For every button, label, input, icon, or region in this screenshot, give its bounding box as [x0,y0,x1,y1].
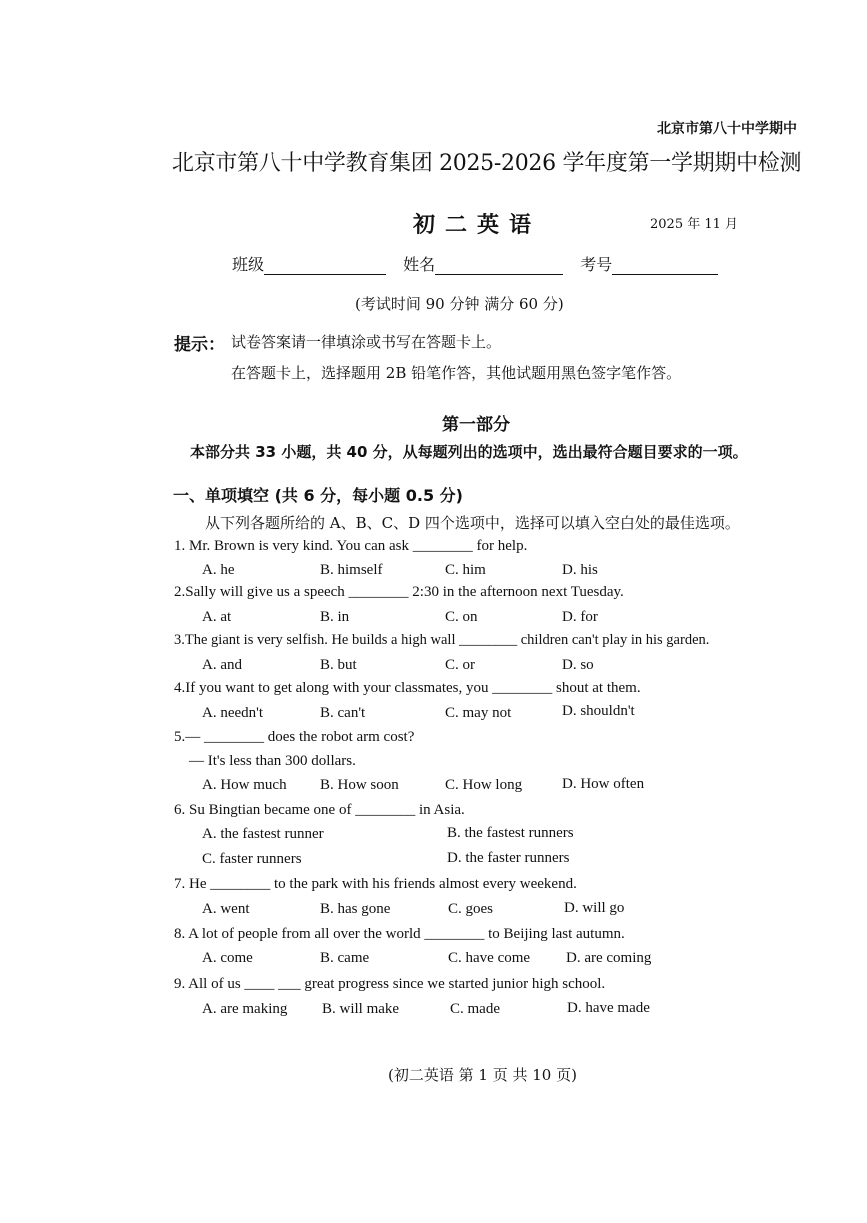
option-b: B. himself [320,562,383,578]
question-stem: 5.— ________ does the robot arm cost? [174,729,415,745]
option-c: C. made [450,1001,500,1017]
option-c: C. or [445,657,475,673]
part-description: 本部分共 33 小题，共 40 分，从每题列出的选项中，选出最符合题目要求的一项。 [190,443,748,461]
option-b: B. has gone [320,901,391,917]
id-label: 考号 [580,255,613,274]
question-stem: 3.The giant is very selfish. He builds a high wall ________ children can't play in his garden. [174,632,710,648]
option-c: C. faster runners [202,851,302,867]
option-d: D. so [562,657,594,673]
option-a: A. at [202,609,232,625]
name-label: 姓名 [403,255,436,274]
exam-info: (考试时间 90 分钟 满分 60 分) [355,295,564,313]
option-c: C. may not [445,705,512,721]
student-info-fields [232,252,730,275]
question-stem: 8. A lot of people from all over the world ________ to Beijing last autumn. [174,926,625,942]
part-title: 第一部分 [442,415,510,435]
option-c: C. on [445,609,478,625]
tips-line-2: 在答题卡上，选择题用 2B 铅笔作答，其他试题用黑色签字笔作答。 [231,364,682,382]
option-a: A. and [202,657,242,673]
question-stem: 1. Mr. Brown is very kind. You can ask ________ for help. [174,538,528,554]
option-d: D. his [562,562,598,578]
question-stem: 4.If you want to get along with your classmates, you ________ shout at them. [174,680,641,696]
subject-title: 初二英语 [413,212,542,238]
tips-line-1: 试卷答案请一律填涂或书写在答题卡上。 [231,333,502,351]
section-title: 一、单项填空 (共 6 分，每小题 0.5 分) [173,486,463,505]
option-d: D. How often [562,776,645,792]
option-b: B. the fastest runners [447,825,574,841]
exam-date: 2025 年 11 月 [650,217,739,232]
option-d: D. will go [564,900,625,916]
option-a: A. went [202,901,250,917]
option-a: A. come [202,950,253,966]
option-b: B. will make [322,1001,400,1017]
option-d: D. for [562,609,598,625]
section-instruction: 从下列各题所给的 A、B、C、D 四个选项中，选择可以填入空白处的最佳选项。 [205,514,740,532]
option-c: C. have come [448,950,531,966]
question-stem: 2.Sally will give us a speech ________ 2:30 in the afternoon next Tuesday. [174,584,624,600]
page-footer: (初二英语 第 1 页 共 10 页) [388,1066,577,1084]
option-d: D. have made [567,1000,650,1016]
corner-school-label: 北京市第八十中学期中 [657,121,797,137]
option-d: D. are coming [566,950,652,966]
exam-title: 北京市第八十中学教育集团 2025-2026 学年度第一学期期中检测 [172,151,802,176]
option-b: B. can't [320,705,366,721]
option-a: A. How much [202,777,287,793]
question-stem: 6. Su Bingtian became one of ________ in Asia. [174,802,465,818]
class-label: 班级 [232,255,265,274]
id-blank [612,258,718,275]
question-stem-line-2: — It's less than 300 dollars. [189,753,356,769]
option-a: A. the fastest runner [202,826,324,842]
option-c: C. goes [448,901,493,917]
name-blank [435,258,563,275]
option-a: A. needn't [202,705,264,721]
option-c: C. him [445,562,486,578]
option-c: C. How long [445,777,523,793]
option-b: B. came [320,950,370,966]
tips-label: 提示： [174,335,225,355]
option-a: A. are making [202,1001,288,1017]
option-d: D. the faster runners [447,850,570,866]
option-b: B. in [320,609,350,625]
class-blank [264,258,386,275]
option-d: D. shouldn't [562,703,635,719]
question-stem: 7. He ________ to the park with his friends almost every weekend. [174,876,577,892]
question-stem: 9. All of us ____ ___ great progress since we started junior high school. [174,976,606,992]
option-b: B. How soon [320,777,399,793]
option-a: A. he [202,562,235,578]
option-b: B. but [320,657,357,673]
